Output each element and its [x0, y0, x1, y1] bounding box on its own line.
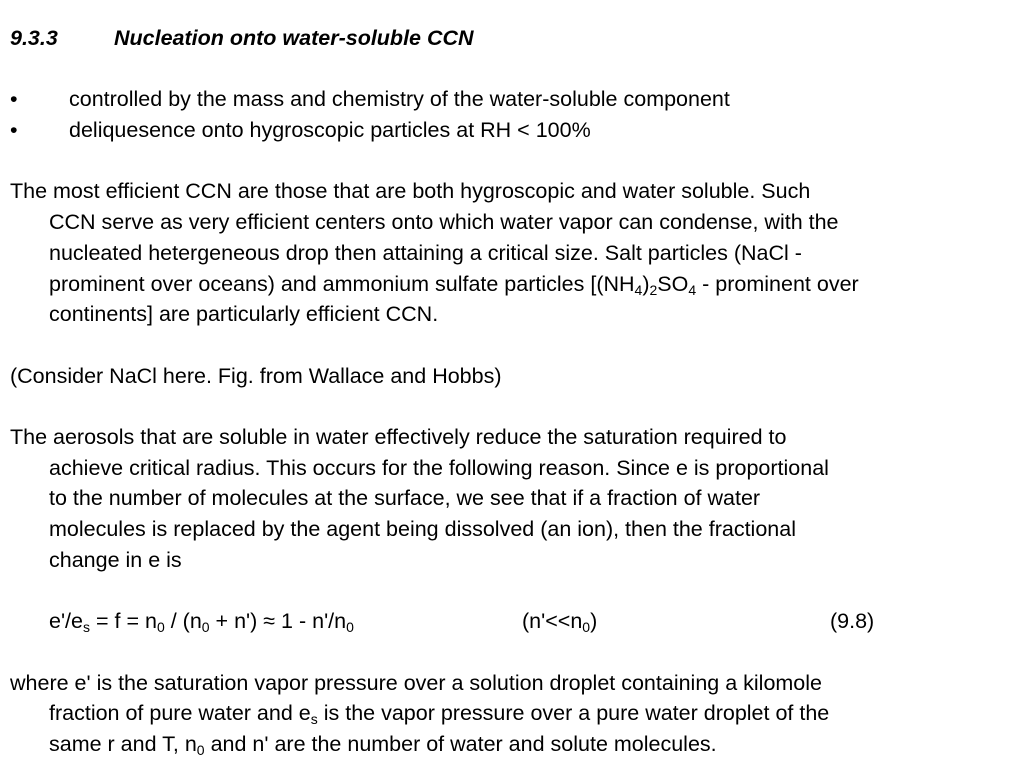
paragraph-line: molecules is replaced by the agent being dissolved (an ion), then the fractional — [49, 517, 796, 542]
subscript: 0 — [201, 619, 210, 636]
spacer — [10, 54, 1020, 85]
text-run: and n' are the number of water and solute molecules. — [204, 732, 717, 757]
text-run: e'/e — [49, 609, 83, 634]
paragraph-line: nucleated hetergeneous drop then attaining a critical size. Salt particles (NaCl - — [49, 240, 802, 265]
paragraph-line: to the number of molecules at the surface, we see that if a fraction of water — [49, 486, 761, 511]
text-run: is the vapor pressure over a pure water droplet of the — [317, 701, 830, 726]
subscript: s — [83, 619, 90, 636]
text-run: prominent over oceans) and ammonium sulfate particles [(NH — [49, 271, 635, 296]
subscript: 4 — [688, 281, 697, 298]
bullet-item — [10, 115, 1020, 146]
subscript: 0 — [156, 619, 165, 636]
bullet-text: controlled by the mass and chemistry of the water-soluble component — [69, 87, 730, 112]
section-title: Nucleation onto water-soluble CCN — [114, 26, 474, 50]
text-run: (n'<<n — [522, 609, 583, 634]
equation-condition — [522, 606, 597, 637]
bullet-marker: • — [10, 118, 18, 143]
paragraph-line: change in e is — [49, 547, 182, 572]
paragraph-aerosols — [10, 422, 1020, 576]
equation-number: (9.8) — [830, 609, 875, 634]
subscript: 0 — [346, 619, 354, 636]
text-run: ) — [590, 609, 598, 634]
equation-line — [10, 606, 1020, 637]
bullet-text: deliquesence onto hygroscopic particles at RH < 100% — [69, 118, 591, 143]
subscript: 0 — [582, 619, 591, 636]
section-heading — [10, 23, 1020, 54]
paragraph-line: The most efficient CCN are those that are both hygroscopic and water soluble. Such — [10, 179, 811, 204]
paragraph-line: The aerosols that are soluble in water effectively reduce the saturation required to — [10, 425, 787, 450]
bullet-marker: • — [10, 87, 18, 112]
spacer — [10, 146, 1020, 177]
subscript: 0 — [196, 742, 205, 759]
text-run: - prominent over — [696, 271, 859, 296]
document-body — [10, 23, 1020, 760]
section-number: 9.3.3 — [10, 26, 58, 50]
paragraph-note: (Consider NaCl here. Fig. from Wallace and Hobbs) — [10, 363, 502, 388]
spacer — [10, 391, 1020, 422]
spacer — [10, 637, 1020, 668]
spacer — [10, 330, 1020, 361]
paragraph-line — [10, 269, 1020, 300]
bullet-item — [10, 84, 1020, 115]
text-run: same r and T, n — [49, 732, 197, 757]
paragraph-line — [10, 698, 1020, 729]
paragraph-line: CCN serve as very efficient centers onto which water vapor can condense, with the — [49, 210, 839, 235]
equation — [49, 606, 354, 637]
subscript: 4 — [634, 281, 643, 298]
text-run: / (n — [164, 609, 202, 634]
subscript: s — [310, 711, 318, 728]
paragraph-line: where e' is the saturation vapor pressure over a solution droplet containing a kilomole — [10, 670, 823, 695]
spacer — [10, 576, 1020, 607]
subscript: 2 — [649, 281, 658, 298]
paragraph-line: achieve critical radius. This occurs for the following reason. Since e is proportional — [49, 455, 829, 480]
text-run: ) — [642, 271, 650, 296]
paragraph-line: continents] are particularly efficient CCN. — [49, 302, 439, 327]
text-run: + n') ≈ 1 - n'/n — [209, 609, 347, 634]
text-run: SO — [657, 271, 689, 296]
text-run: fraction of pure water and e — [49, 701, 311, 726]
paragraph-definitions — [10, 668, 1020, 760]
paragraph-line — [10, 729, 1020, 760]
paragraph-efficient-ccn — [10, 176, 1020, 330]
text-run: = f = n — [90, 609, 157, 634]
